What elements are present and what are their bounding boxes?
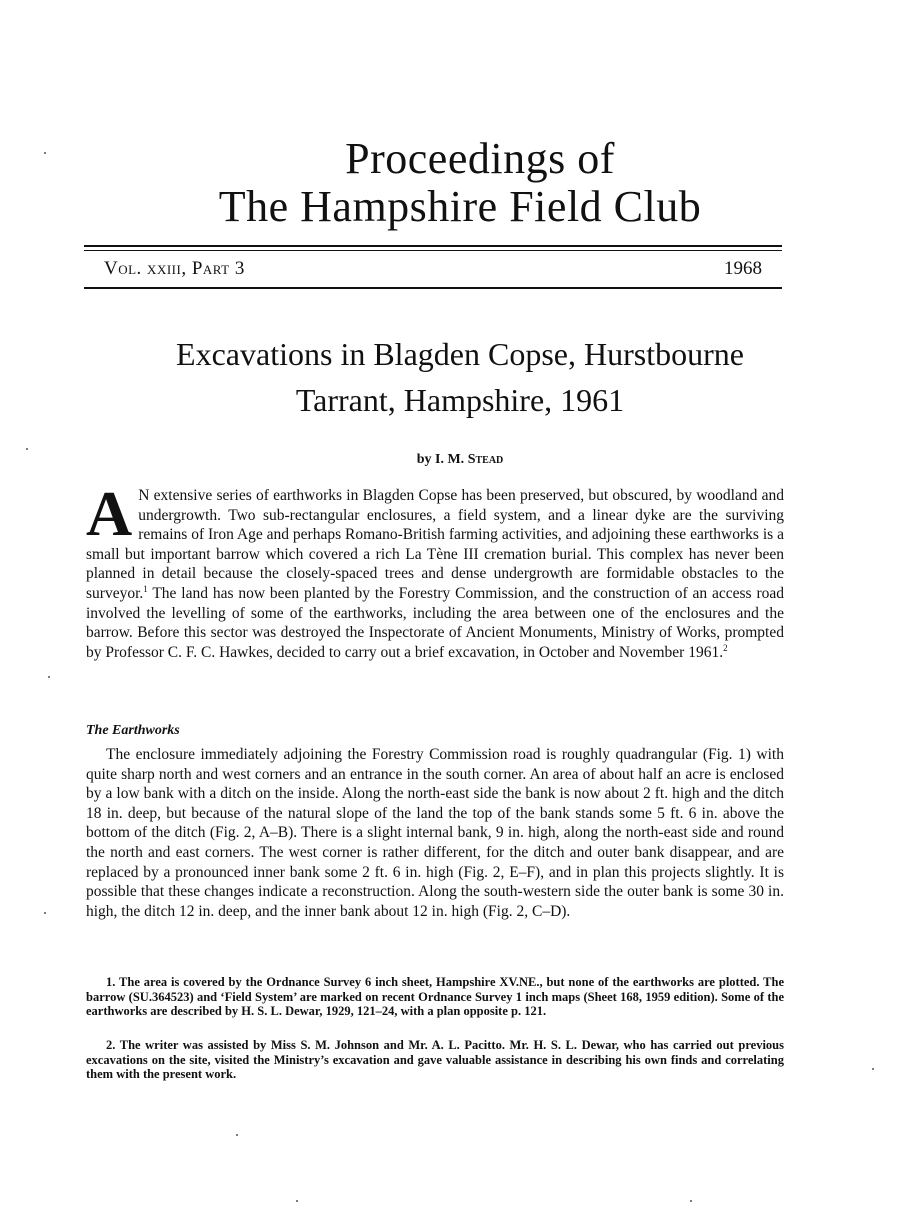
intro-paragraph bbox=[86, 478, 784, 662]
scan-speck bbox=[872, 1068, 874, 1070]
scan-speck bbox=[44, 912, 46, 914]
journal-title-line-2: The Hampshire Field Club bbox=[218, 182, 702, 231]
journal-title-line-1: Proceedings of bbox=[345, 134, 615, 183]
author-byline bbox=[0, 452, 920, 468]
article-title-line-2: Tarrant, Hampshire, 1961 bbox=[295, 382, 625, 418]
scan-speck bbox=[44, 152, 46, 154]
earthworks-paragraph: The enclosure immediately adjoining the Forestry Commission road is roughly quadrangular (Fig. 1) with quite sharp north and west corners and an entrance in the south corner. An area of about half an acre is enclosed by a low bank with a ditch on the inside. Along the north-east side the bank is now about 2 ft. high and the ditch 18 in. deep, but because of the natural slope of the land the top of the bank stands some 5 ft. 6 in. above the bottom of the ditch (Fig. 2, A–B). There is a slight internal bank, 9 in. high, along the north-east side and round the north and east corners. The west corner is rather different, for the ditch and outer bank disappear, and are replaced by a pronounced inner bank some 2 ft. 6 in. high (Fig. 2, E–F), and in plan this projects slightly. It is possible that these changes indicate a reconstruction. Along the south-western side the outer bank is some 30 in. high, the ditch 12 in. deep, and the inner bank about 12 in. high (Fig. 2, C–D). bbox=[86, 746, 784, 920]
issue-year: 1968 bbox=[724, 258, 762, 279]
footnote-1: 1. The area is covered by the Ordnance Survey 6 inch sheet, Hampshire XV.NE., but none of the earthworks are plotted. The barrow (SU.364523) and ‘Field System’ are marked on recent Ordnance Survey 1 inch maps (Sheet 168, 1959 edition). Some of the earthworks are described by H. S. L. Dewar, 1929, 121–24, with a plan opposite p. 121. bbox=[86, 975, 784, 1018]
footnote-ref-1: 1 bbox=[143, 583, 148, 594]
byline-prefix: by I. M. bbox=[416, 452, 465, 467]
header-rule-bottom bbox=[84, 287, 782, 289]
volume-part-label: Vol. xxiii, Part 3 bbox=[104, 258, 245, 279]
scan-speck bbox=[236, 1134, 238, 1136]
section-heading-earthworks: The Earthworks bbox=[86, 723, 180, 738]
footnote-2: 2. The writer was assisted by Miss S. M. Johnson and Mr. A. L. Pacitto. Mr. H. S. L. Dewar, who has carried out previous excavations on the site, visited the Ministry’s excavation and gave valuable assistance in describing his own finds and correlating them with the present work. bbox=[86, 1038, 784, 1081]
intro-text: N extensive series of earthworks in Blagden Copse has been preserved, but obscured, by woodland and undergrowth. Two sub-rectangular enclosures, a field system, and a linear dyke are the surviving remains of Iron Age and perhaps Romano-British farming activities, and adjoining these earthworks is a small but important barrow which covered a rich La Tène III cremation burial. This complex has never been planned in detail because the closely-spaced trees and dense undergrowth are formidable obstacles to the surveyor. bbox=[86, 487, 784, 602]
byline-author-name: Stead bbox=[467, 452, 504, 467]
drop-cap: A bbox=[86, 478, 133, 549]
scan-speck bbox=[690, 1200, 692, 1202]
scan-speck bbox=[296, 1200, 298, 1202]
scan-speck bbox=[48, 676, 50, 678]
footnote-ref-2: 2 bbox=[723, 642, 728, 653]
scan-speck bbox=[26, 448, 28, 450]
header-rule-top bbox=[84, 245, 782, 247]
article-title-line-1: Excavations in Blagden Copse, Hurstbourne bbox=[176, 336, 744, 372]
intro-text-continued: The land has now been planted by the Forestry Commission, and the construction of an access road involved the levelling of some of the earthworks, including the area between one of the enclosures and the barrow. Before this sector was destroyed the Inspectorate of Ancient Monuments, Ministry of Works, prompted by Professor C. F. C. Hawkes, decided to carry out a brief excavation, in October and November 1961. bbox=[86, 584, 784, 661]
header-rule-top-thin bbox=[84, 250, 782, 251]
